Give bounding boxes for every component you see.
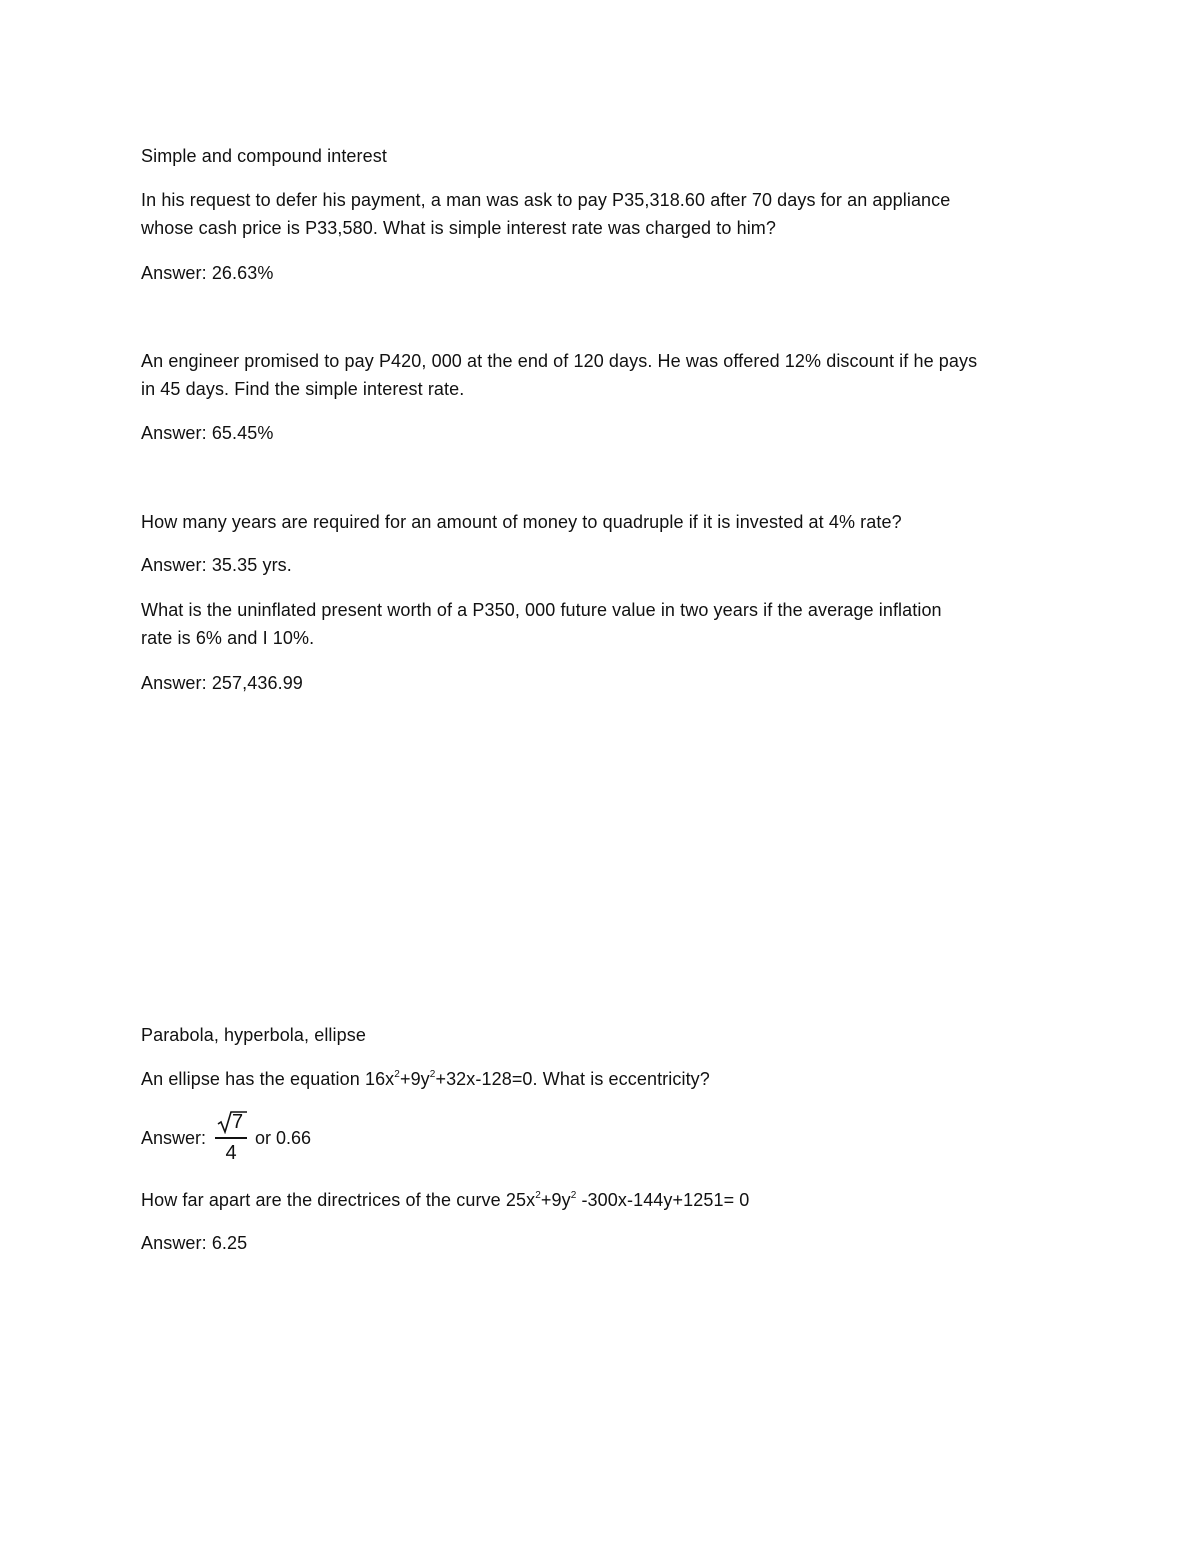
superscript: 2 (429, 1069, 436, 1080)
question-fragment: +9y (540, 1190, 571, 1210)
answer-text: Answer: 257,436.99 (141, 673, 303, 693)
question-fragment: +9y (399, 1069, 430, 1089)
question-text: What is the uninflated present worth of a P350, 000 future value in two years if the average inflation (141, 600, 942, 620)
answer-text: Answer: 6.25 (141, 1233, 248, 1253)
answer-fraction-row (141, 1108, 541, 1168)
question-fragment: How far apart are the directrices of the curve 25x (141, 1190, 536, 1210)
section-heading-interest: Simple and compound interest (141, 146, 387, 166)
section-heading-conics: Parabola, hyperbola, ellipse (141, 1025, 366, 1045)
question-text (141, 1065, 1061, 1093)
question-fragment: An ellipse has the equation 16x (141, 1069, 395, 1089)
answer-text: Answer: 26.63% (141, 263, 274, 283)
answer-text: Answer: 65.45% (141, 423, 274, 443)
question-text: rate is 6% and I 10%. (141, 628, 315, 648)
fraction-denominator: 4 (225, 1142, 237, 1164)
radicand: 7 (232, 1111, 244, 1133)
question-text: In his request to defer his payment, a man was ask to pay P35,318.60 after 70 days for an appliance (141, 190, 951, 210)
fraction (215, 1108, 247, 1168)
question-fragment: +32x-128=0. What is eccentricity? (435, 1069, 710, 1089)
answer-text: or 0.66 (255, 1128, 312, 1148)
question-text: whose cash price is P33,580. What is simple interest rate was charged to him? (141, 218, 776, 238)
question-text: An engineer promised to pay P420, 000 at the end of 120 days. He was offered 12% discount if he pays (141, 351, 978, 371)
superscript: 2 (394, 1069, 400, 1080)
answer-text: Answer: 35.35 yrs. (141, 555, 292, 575)
question-text (141, 1186, 1061, 1214)
question-text: in 45 days. Find the simple interest rate. (141, 379, 465, 399)
question-fragment: -300x-144y+1251= 0 (576, 1190, 750, 1210)
fraction-numerator (215, 1108, 247, 1136)
superscript: 2 (570, 1190, 577, 1201)
superscript: 2 (535, 1190, 541, 1201)
question-text: How many years are required for an amount of money to quadruple if it is invested at 4% rate? (141, 512, 902, 532)
answer-label: Answer: (141, 1128, 207, 1148)
